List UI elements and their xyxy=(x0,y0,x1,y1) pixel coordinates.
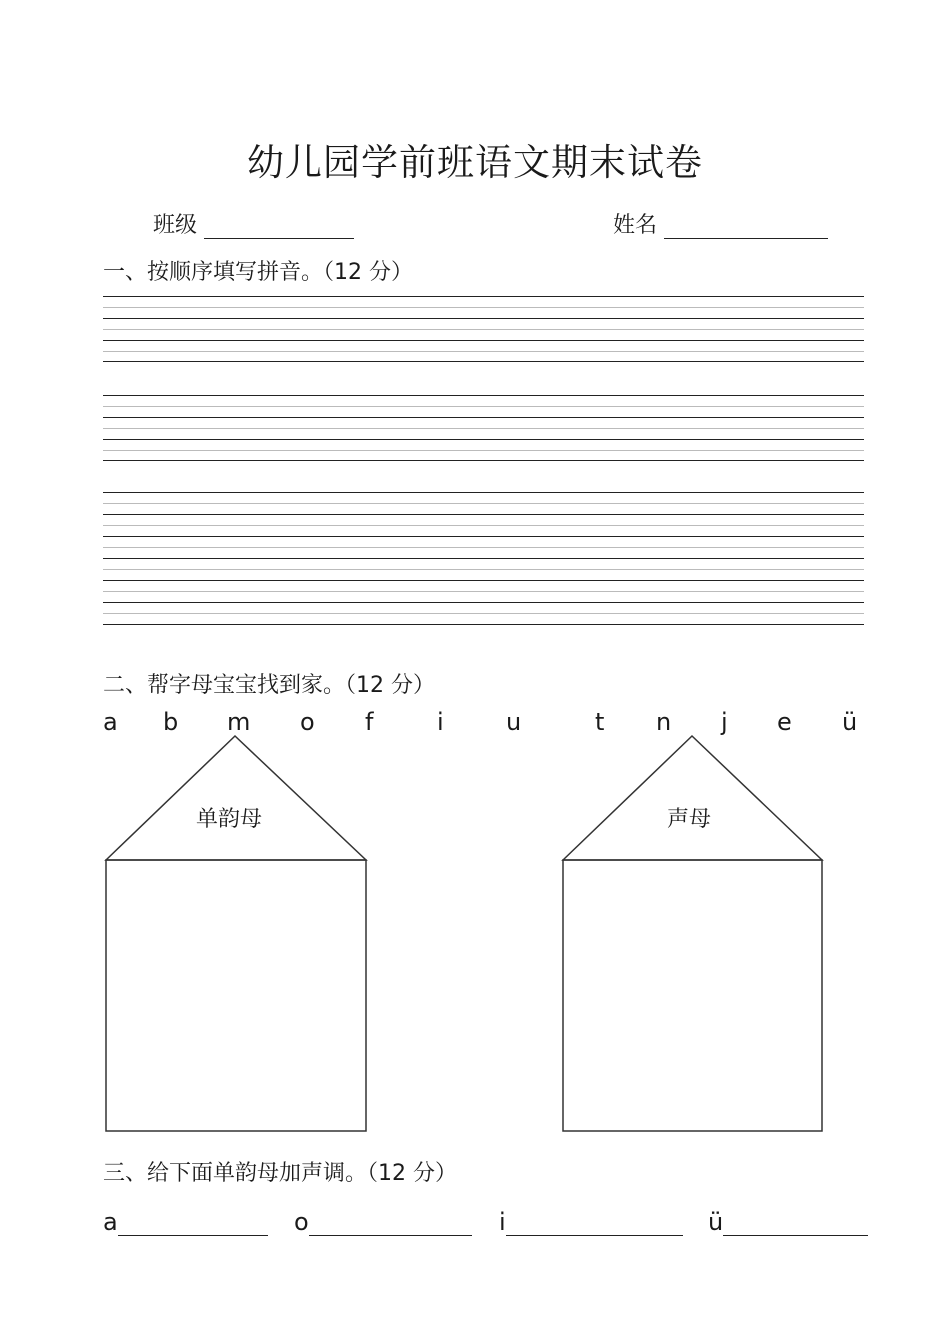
tone-item xyxy=(708,1208,868,1236)
roof-label-vowels: 单韵母 xyxy=(196,807,263,832)
tone-item xyxy=(294,1208,472,1236)
class-label: 班级 xyxy=(153,213,198,238)
roof-label-consonants: 声母 xyxy=(667,807,712,832)
section3-heading: 三、给下面单韵母加声调。（12 分） xyxy=(103,1161,457,1186)
house-consonants[interactable] xyxy=(563,736,822,1131)
tone-item xyxy=(103,1208,268,1236)
section1-heading: 一、按顺序填写拼音。（12 分） xyxy=(103,260,413,285)
vowel-label: ü xyxy=(708,1208,724,1236)
letter-item[interactable]: ü xyxy=(842,708,858,736)
house-vowels[interactable] xyxy=(106,736,366,1131)
vowel-label: o xyxy=(294,1208,309,1236)
tone-blank[interactable] xyxy=(309,1211,472,1236)
tone-item xyxy=(499,1208,683,1236)
letter-item[interactable]: b xyxy=(163,708,179,736)
name-label: 姓名 xyxy=(613,213,658,238)
letter-item[interactable]: j xyxy=(721,708,728,736)
letter-item[interactable]: f xyxy=(365,708,374,736)
letter-item[interactable]: m xyxy=(227,708,251,736)
letter-item[interactable]: i xyxy=(437,708,444,736)
vowel-label: i xyxy=(499,1208,506,1236)
page-title: 幼儿园学前班语文期末试卷 xyxy=(247,141,703,184)
letter-item[interactable]: e xyxy=(777,708,792,736)
house-roof xyxy=(106,736,366,860)
house-roof xyxy=(563,736,822,860)
letter-item[interactable]: u xyxy=(506,708,522,736)
letter-item[interactable]: t xyxy=(595,708,605,736)
tone-blank[interactable] xyxy=(506,1211,683,1236)
tone-blank[interactable] xyxy=(723,1211,868,1236)
letter-item[interactable]: n xyxy=(656,708,672,736)
section2-heading: 二、帮字母宝宝找到家。（12 分） xyxy=(103,673,435,698)
letter-item[interactable]: a xyxy=(103,708,118,736)
tone-blank[interactable] xyxy=(118,1211,268,1236)
letter-item[interactable]: o xyxy=(300,708,315,736)
vowel-label: a xyxy=(103,1208,118,1236)
house-body xyxy=(563,860,822,1131)
house-body xyxy=(106,860,366,1131)
